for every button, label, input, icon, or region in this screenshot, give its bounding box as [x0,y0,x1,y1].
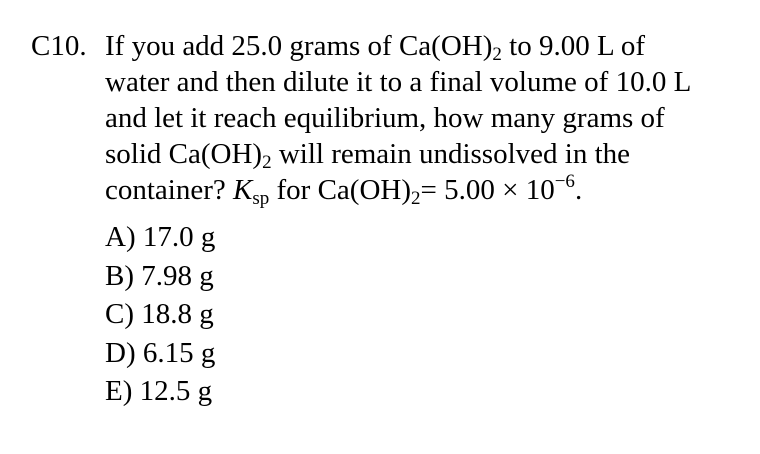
line-1-subscript: 2 [492,44,502,65]
line-4-pre: solid Ca(OH) [105,138,263,170]
question-line-5 [105,172,745,208]
choice-b: B) 7.98 g [105,259,214,292]
question-line-3: and let it reach equilibrium, how many grams of [105,102,665,134]
exponent: −6 [554,171,575,192]
ksp-subscript: sp [252,188,270,209]
choice-c: C) 18.8 g [105,298,214,330]
question-line-2: water and then dilute it to a final volume of 10.0 L [105,66,692,98]
question-line-1 [105,28,745,64]
choice-e: E) 12.5 g [105,375,213,407]
line-4-post: will remain undissolved in the [271,138,630,170]
line-5-subscript: 2 [411,188,421,209]
line-1-post: to 9.00 L of [501,30,645,62]
question-line-4 [105,136,745,172]
question-text [105,28,745,208]
choice-d: D) 6.15 g [105,336,216,369]
choice-a: A) 17.0 g [105,221,216,253]
ksp-symbol: K [233,174,253,206]
line-5-equation: = 5.00 × 10 [420,174,555,206]
line-1-pre: If you add 25.0 grams of Ca(OH) [105,30,493,62]
line-5-end: . [574,174,583,206]
answer-choices [105,218,215,411]
question-number: C10. [31,30,87,62]
line-5-pre: container? [105,174,234,206]
line-4-subscript: 2 [262,152,272,173]
line-5-mid: for Ca(OH) [269,174,411,206]
